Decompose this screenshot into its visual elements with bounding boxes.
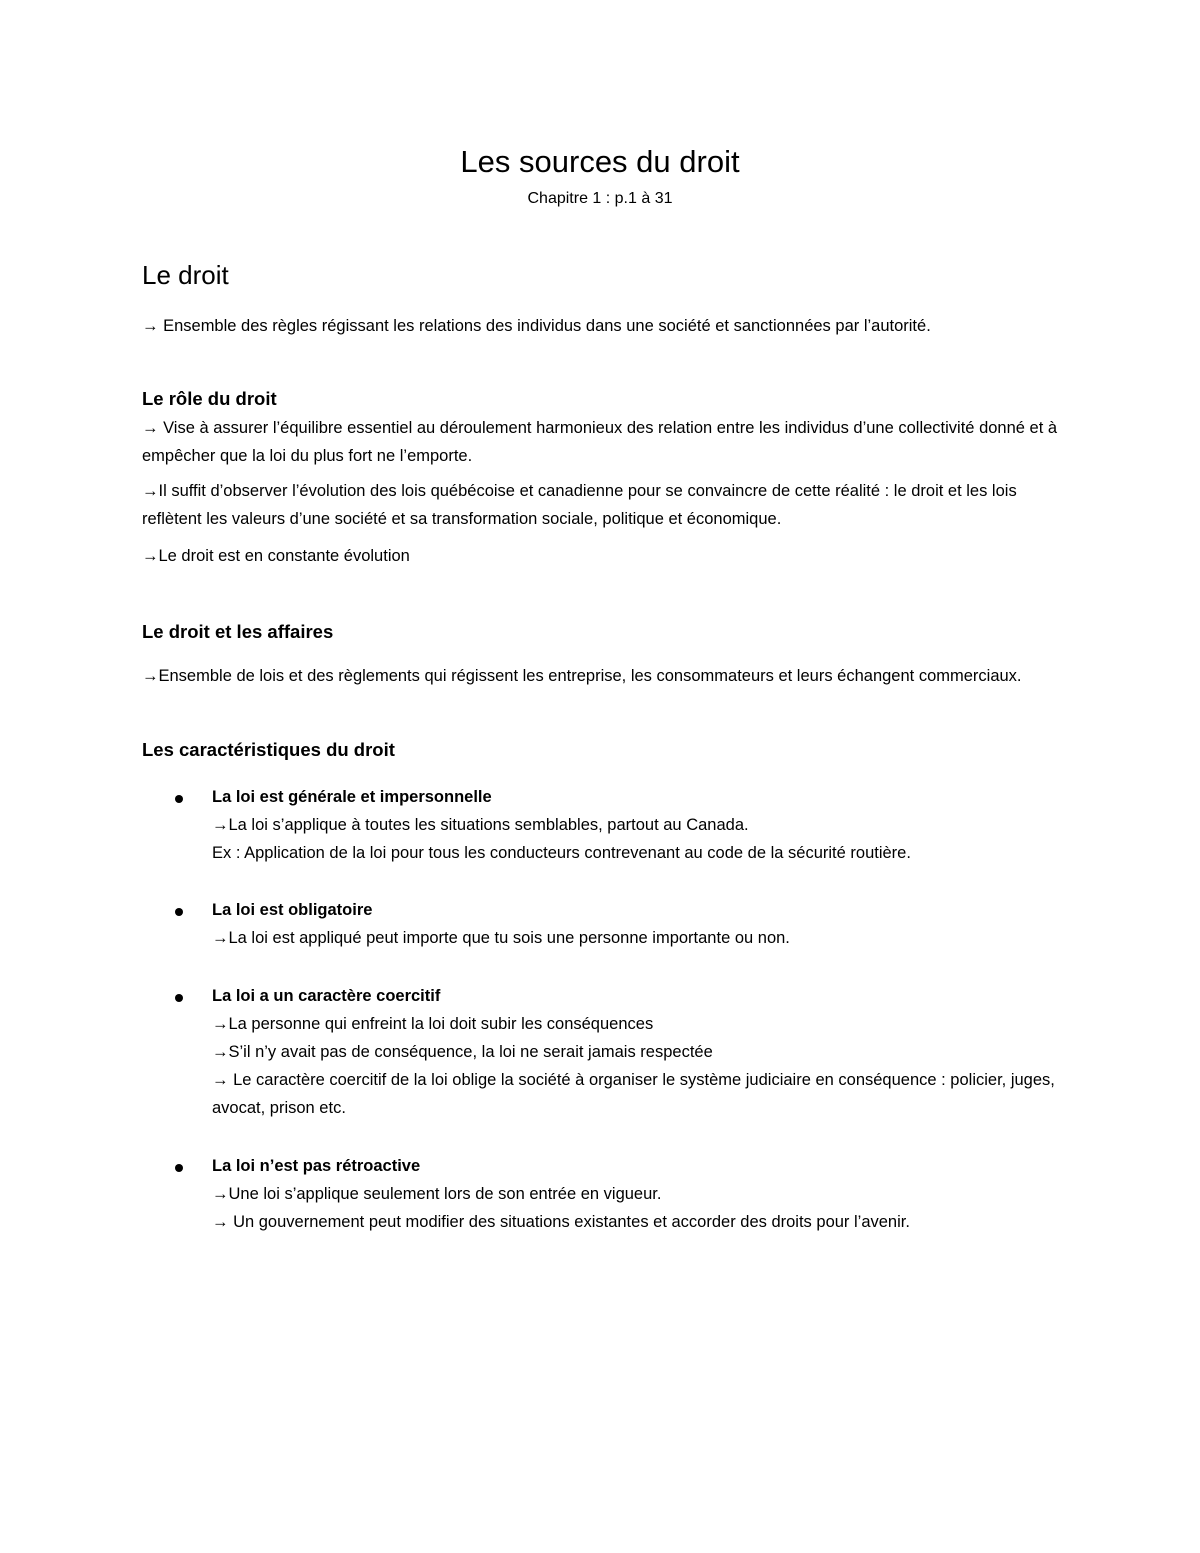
item-title: La loi n’est pas rétroactive [212,1157,421,1175]
document-title: Les sources du droit [460,144,740,179]
bullet-icon [175,1164,183,1172]
heading-caracteristiques: Les caractéristiques du droit [142,739,395,760]
bullet-icon [175,908,183,916]
item-title: La loi a un caractère coercitif [212,987,441,1005]
definition-droit-affaires: →Ensemble de lois et des règlements qui régissent les entreprise, les consommateurs et leurs échangent commerciaux. [142,667,1022,685]
item-line: →Une loi s’applique seulement lors de son entrée en vigueur. [212,1185,662,1203]
document-subtitle: Chapitre 1 : p.1 à 31 [527,190,673,207]
paragraph-role-1: → Vise à assurer l’équilibre essentiel au déroulement harmonieux des relation entre les individus d’une collectivité donné et à empêcher que la loi du plus fort ne l’emporte. [142,419,1058,465]
bullet-icon [175,795,183,803]
item-line: →S’il n’y avait pas de conséquence, la loi ne serait jamais respectée [212,1043,713,1061]
item-title: La loi est générale et impersonnelle [212,788,492,806]
heading-role-du-droit: Le rôle du droit [142,388,277,409]
item-line: →La loi est appliqué peut importe que tu sois une personne importante ou non. [212,929,790,947]
item-line: → Le caractère coercitif de la loi oblige la société à organiser le système judiciaire en conséquence : policier, juges, avocat, prison etc. [212,1071,1055,1117]
item-line: →La personne qui enfreint la loi doit subir les conséquences [212,1015,654,1033]
heading-droit-affaires: Le droit et les affaires [142,621,334,642]
bullet-icon [175,994,183,1002]
item-line: →La loi s’applique à toutes les situations semblables, partout au Canada. [212,816,749,834]
item-line: → Un gouvernement peut modifier des situations existantes et accorder des droits pour l’avenir. [212,1213,910,1231]
definition-le-droit: → Ensemble des règles régissant les relations des individus dans une société et sanctionnées par l’autorité. [142,317,931,335]
heading-le-droit: Le droit [142,260,229,290]
item-line: Ex : Application de la loi pour tous les conducteurs contrevenant au code de la sécurité routière. [212,844,911,862]
item-title: La loi est obligatoire [212,901,373,919]
paragraph-role-3: →Le droit est en constante évolution [142,547,410,565]
paragraph-role-2: →Il suffit d’observer l’évolution des lois québécoise et canadienne pour se convaincre de cette réalité : le droit et les lois reflètent les valeurs d’une société et sa transformation sociale, politique et économique. [142,482,1017,528]
